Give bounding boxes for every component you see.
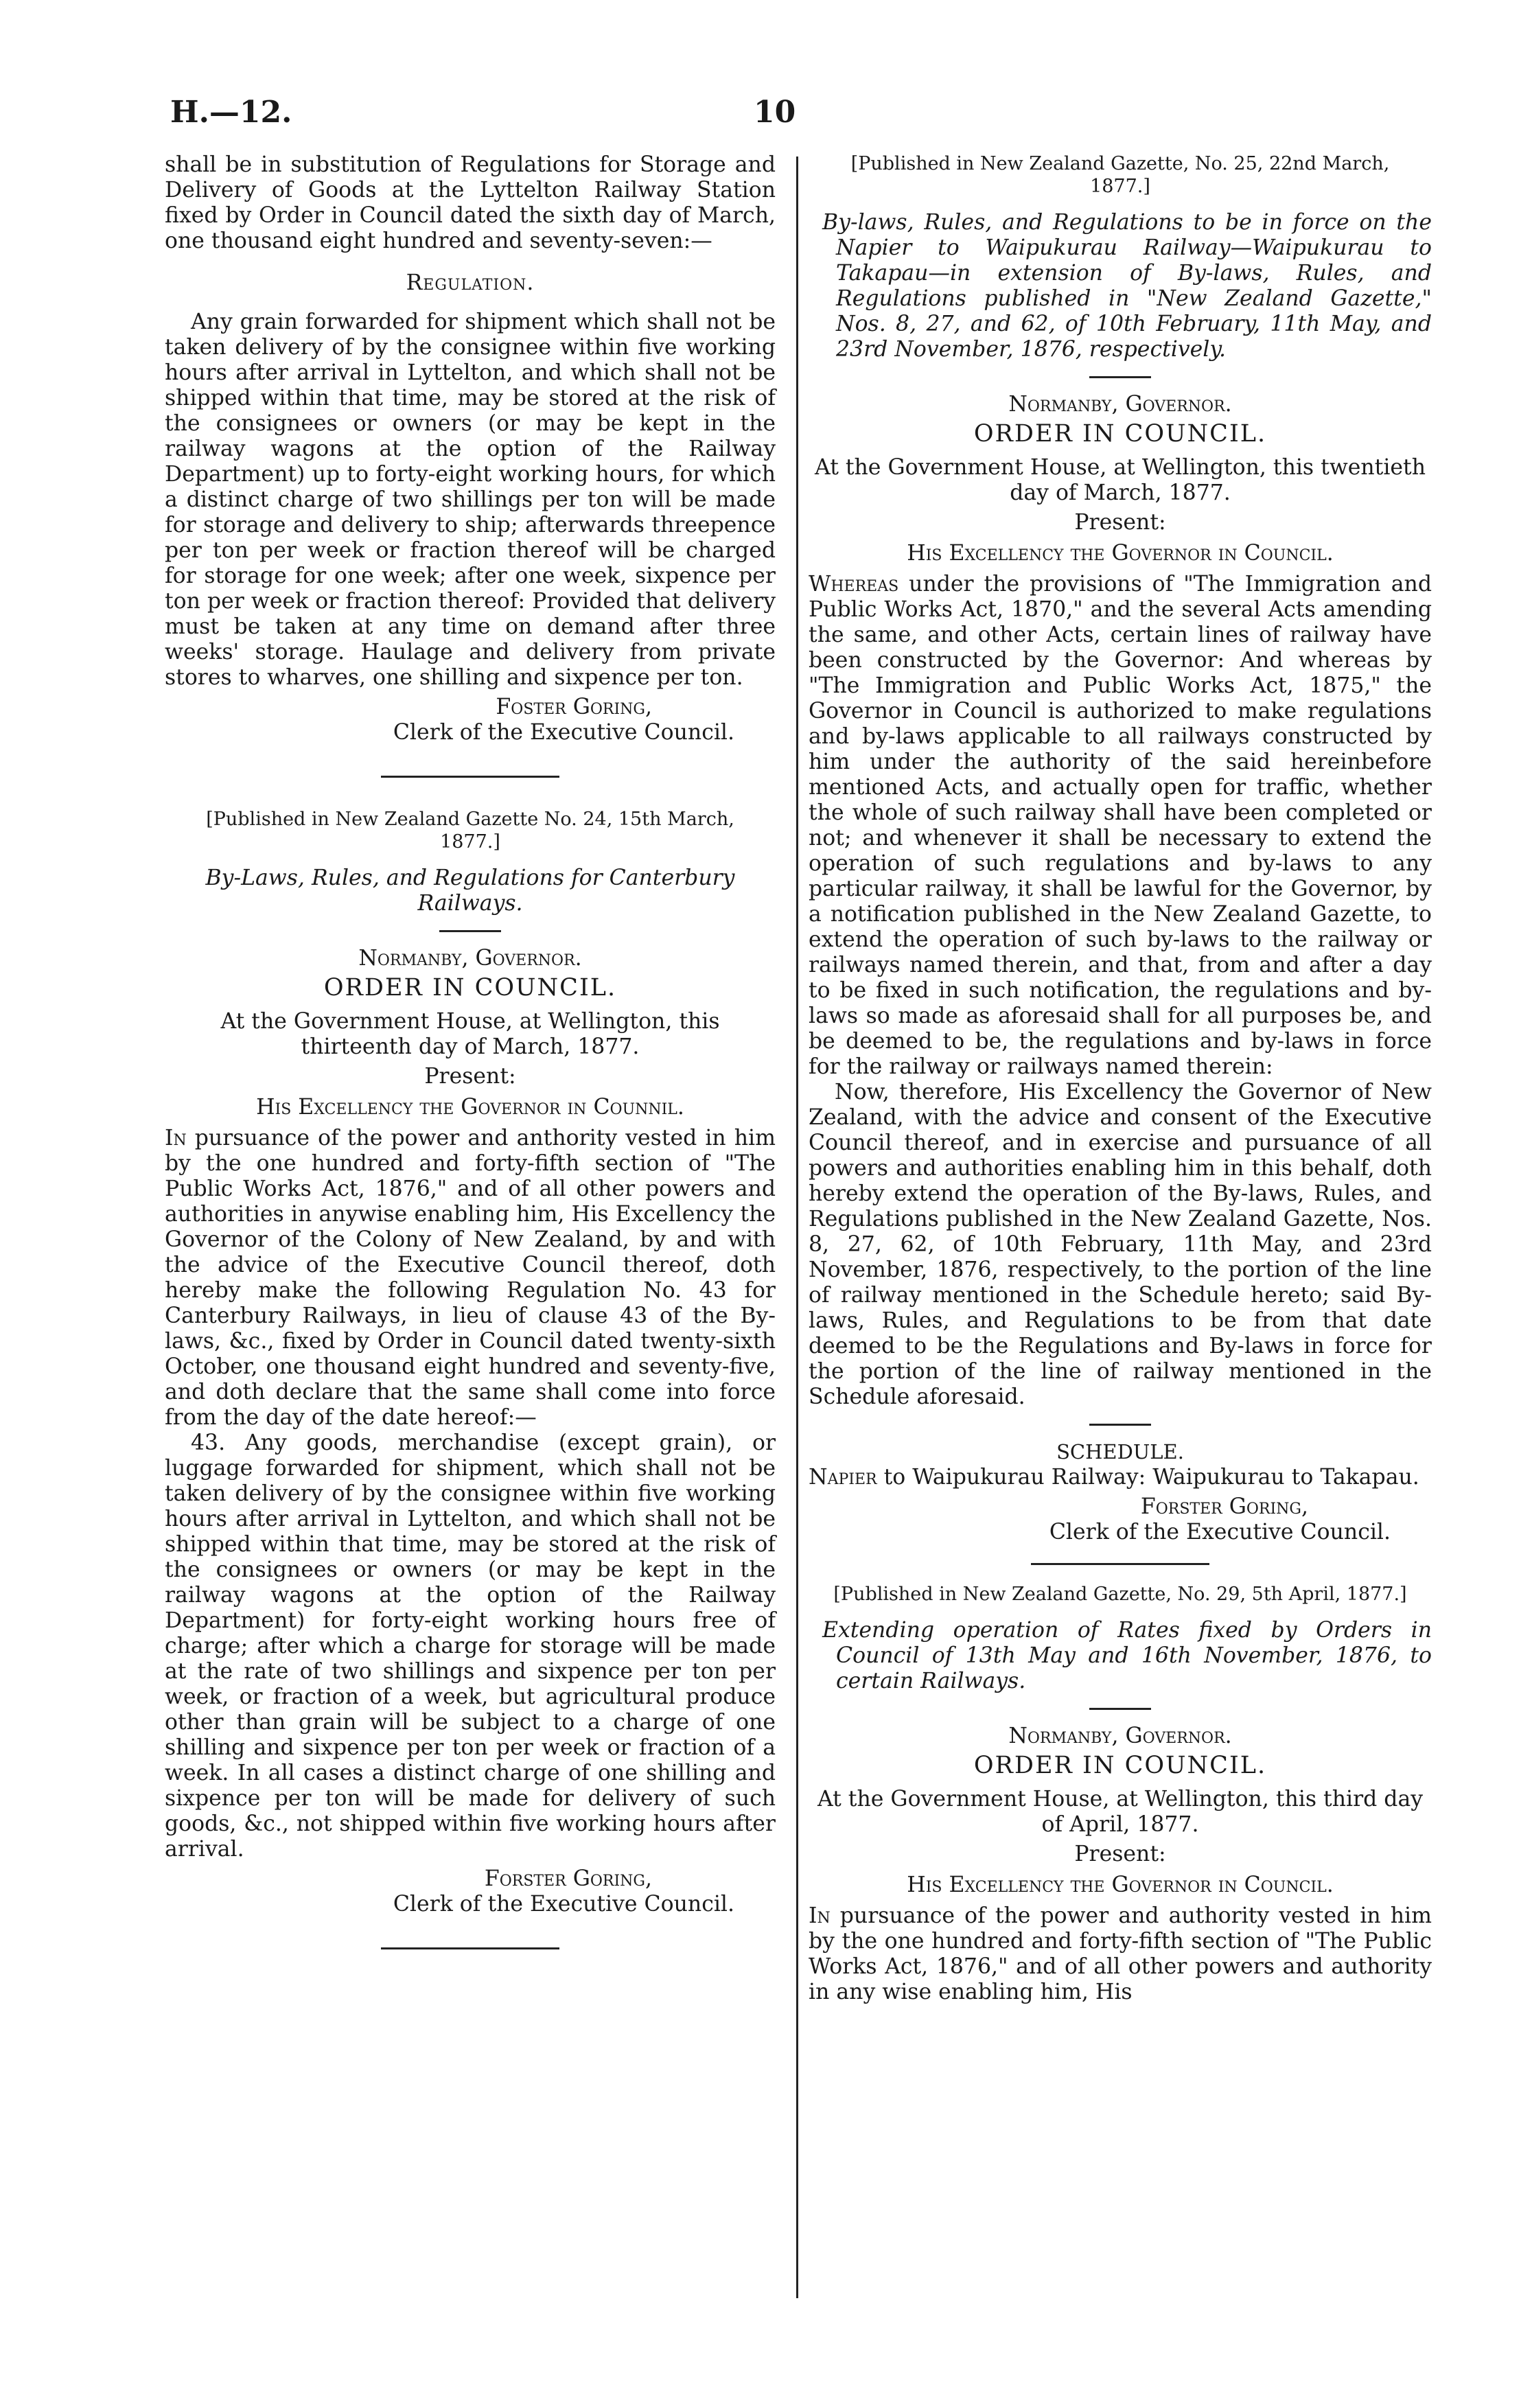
publication-note: [Published in New Zealand Gazette, No. 29, 5th April, 1877.]	[833, 1584, 1407, 1605]
left-column	[165, 152, 776, 1980]
section-title: Extending operation of Rates fixed by Orders in Council of 13th May and 16th November, 1876, to certain Railways.	[822, 1618, 1432, 1693]
intro-paragraph: shall be in substitution of Regulations for Storage and Delivery of Goods at the Lyttelton Railway Station fixed by Order in Council dated the sixth day of March, one thousand eight hundred and seventy-seven:—	[165, 152, 776, 253]
council-line: His Excellency the Governor in Counnil.	[256, 1095, 684, 1120]
order-body-text: pursuance of the power and authority vested in him by the one hundred and forty-fifth section of "The Public Works Act, 1876," and of all other powers and authority in any wise enabling him, His	[809, 1903, 1432, 2004]
clause-43-paragraph: 43. Any goods, merchandise (except grain), or luggage forwarded for shipment, which shall not be taken delivery of by the consignee within five working hours after arrival in Lyttelton, and which shall not be shipped within that time, may be stored at the risk of the consignees or owners (or may be kept in the railway wagons at the option of the Railway Department) for forty-eight working hours free of charge; after which a charge for storage will be made at the rate of two shillings and sixpence per ton per week, or fraction of a week, but agricultural produce other than grain will be subject to a charge of one shilling and sixpence per ton per week or fraction of a week. In all cases a distinct charge of one shilling and sixpence per ton will be made for delivery of such goods, &c., not shipped within five working hours after arrival.	[165, 1431, 776, 1862]
whereas-text: under the provisions of "The Immigration and Public Works Act, 1870," and the several Acts amending the same, and other Acts, certain lines of railway have been constructed by the Governor: And whereas by "The Immigration and Public Works Act, 1875," the Governor in Council is authorized to make regulations and by-laws applicable to all railways constructed by him under the authority of the said hereinbefore mentioned Acts, and actually open for traffic, whether the whole of such railway shall have been completed or not; and whenever it shall be necessary to extend the operation of such regulations and by-laws to any particular railway, it shall be lawful for the Governor, by a notification published in the New Zealand Gazette, to extend the operation of such by-laws to the railway or railways named therein, and that, from and after a day to be fixed in such notification, the regulations and by-laws so made as aforesaid shall for all purposes be, and be deemed to be, the regulations and by-laws in force for the railway or railways named therein:	[809, 572, 1432, 1079]
order-in-council-title: ORDER IN COUNCIL.	[973, 420, 1267, 448]
whereas-paragraph	[809, 572, 1432, 1080]
short-divider	[1089, 376, 1151, 378]
order-body-paragraph	[165, 1126, 776, 1431]
schedule-heading: SCHEDULE.	[1056, 1440, 1184, 1463]
present-label: Present:	[424, 1064, 516, 1089]
opening-word: In	[809, 1903, 831, 1928]
document-reference: H.—12.	[170, 95, 292, 130]
signature-title: Clerk of the Executive Council.	[393, 1892, 734, 1917]
order-body-text: pursuance of the power and anthority vested in him by the one hundred and forty-fifth section of "The Public Works Act, 1876," and of all other powers and authorities in anywise enabling him, His Excellency the Governor of the Colony of New Zealand, by and with the advice of the Executive Council thereof, doth hereby make the following Regulation No. 43 for Canterbury Railways, in lieu of clause 43 of the By-laws, &c., fixed by Order in Council dated twenty-sixth October, one thousand eight hundred and seventy-five, and doth declare that the same shall come into force from the day of the date hereof:—	[165, 1126, 776, 1430]
short-divider	[1089, 1708, 1151, 1710]
section-divider	[381, 1947, 559, 1949]
section-title: By-laws, Rules, and Regulations to be in force on the Napier to Waipukurau Railway—Waipukurau to Takapau—in extension of By-laws, Rules, and Regulations published in "New Zealand Gazette," Nos. 8, 27, and 62, of 10th February, 11th May, and 23rd November, 1876, respectively.	[822, 210, 1432, 362]
regulation-paragraph: Any grain forwarded for shipment which shall not be taken delivery of by the consignee within five working hours after arrival in Lyttelton, and which shall not be shipped within that time, may be stored at the risk of the consignees or owners (or may be kept in the railway wagons at the option of the Railway Department) up to forty-eight working hours, for which a distinct charge of two shillings per ton will be made for storage and delivery to ship; afterwards threepence per ton per week or fraction thereof will be charged for storage for one week; after one week, sixpence per ton per week or fraction thereof: Provided that delivery must be taken at any time on demand after three weeks' storage. Haulage and delivery from private stores to wharves, one shilling and sixpence per ton.	[165, 310, 776, 690]
schedule-paragraph	[809, 1465, 1432, 1490]
publication-note: [Published in New Zealand Gazette, No. 25, 22nd March, 1877.]	[850, 153, 1390, 197]
signature-name: Forster Goring,	[484, 1866, 652, 1891]
section-divider	[381, 776, 559, 778]
signature-name: Foster Goring,	[496, 695, 652, 719]
now-therefore-paragraph: Now, therefore, His Excellency the Governor of New Zealand, with the advice and consent of the Executive Council thereof, and in exercise and pursuance of all powers and authorities enabling him in this behalf, doth hereby extend the operation of the By-laws, Rules, and Regulations published in the New Zealand Gazette, Nos. 8, 27, 62, of 10th February, 11th May, and 23rd November, 1876, respectively, to the portion of the line of railway mentioned in the Schedule hereto; said By-laws, Rules, and Regulations to be from that date deemed to be the Regulations and By-laws in force for the portion of the line of railway mentioned in the Schedule aforesaid.	[809, 1080, 1432, 1409]
schedule-text: to Waipukurau Railway: Waipukurau to Takapau.	[883, 1465, 1419, 1490]
place-and-date: At the Government House, at Wellington, this twentieth day of March, 1877.	[815, 455, 1426, 505]
governor-line: Normanby, Governor.	[1008, 1724, 1232, 1748]
place-and-date: At the Government House, at Wellington, this thirteenth day of March, 1877.	[220, 1009, 720, 1059]
column-divider	[796, 157, 798, 2298]
opening-word: Whereas	[809, 572, 899, 597]
order-in-council-title: ORDER IN COUNCIL.	[323, 974, 617, 1002]
short-divider	[439, 930, 501, 932]
order-in-council-title: ORDER IN COUNCIL.	[973, 1752, 1267, 1779]
present-label: Present:	[1074, 1842, 1166, 1866]
signature-title: Clerk of the Executive Council.	[1049, 1520, 1391, 1544]
signature-name: Forster Goring,	[1140, 1494, 1308, 1519]
council-line: His Excellency the Governor in Council.	[907, 1873, 1334, 1897]
order-body-paragraph	[809, 1903, 1432, 2005]
regulation-heading: Regulation.	[406, 270, 535, 295]
governor-line: Normanby, Governor.	[358, 946, 582, 971]
short-divider	[1089, 1424, 1151, 1426]
right-column	[809, 152, 1432, 2005]
present-label: Present:	[1074, 510, 1166, 535]
opening-word: In	[165, 1126, 187, 1150]
opening-word: Napier	[809, 1465, 877, 1490]
publication-note: [Published in New Zealand Gazette No. 24, 15th March, 1877.]	[206, 809, 734, 853]
page-number: 10	[754, 95, 796, 130]
section-divider	[1031, 1563, 1209, 1565]
council-line: His Excellency the Governor in Council.	[907, 541, 1334, 566]
place-and-date: At the Government House, at Wellington, this third day of April, 1877.	[817, 1787, 1424, 1837]
signature-title: Clerk of the Executive Council.	[393, 720, 734, 745]
section-title: By-Laws, Rules, and Regulations for Canterbury Railways.	[205, 866, 735, 916]
governor-line: Normanby, Governor.	[1008, 392, 1232, 417]
